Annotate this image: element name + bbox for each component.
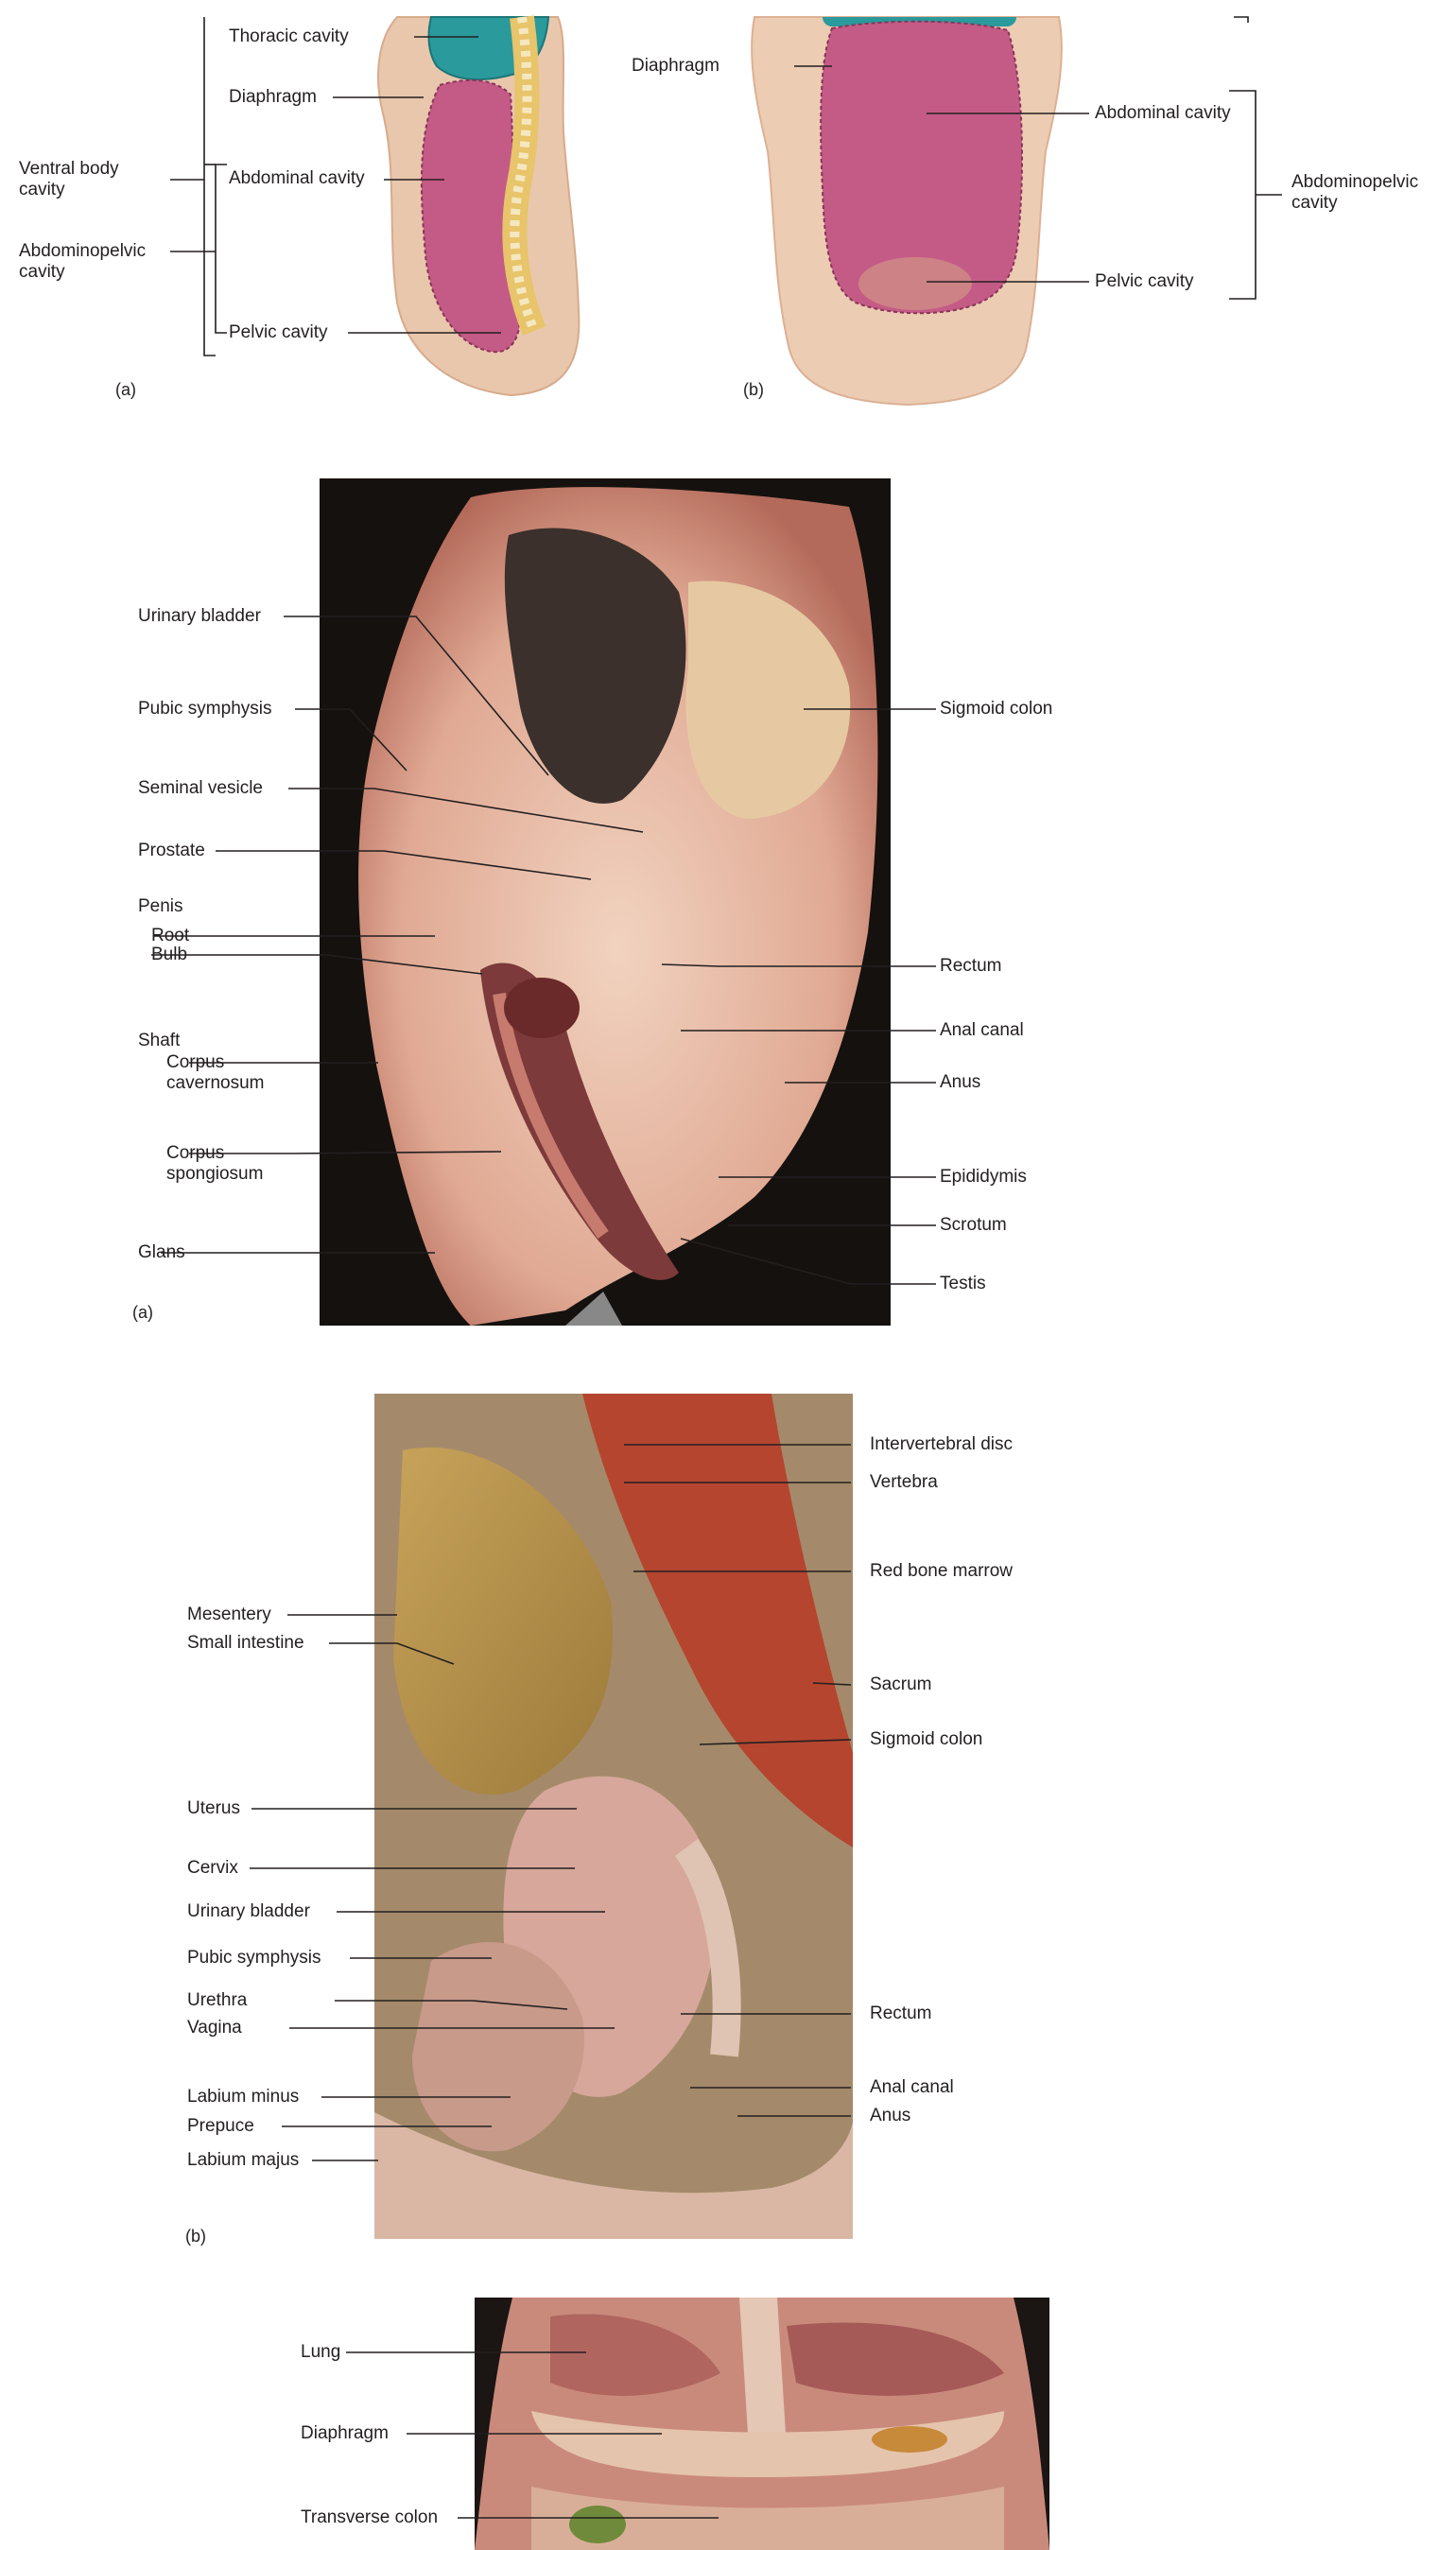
label-vagina: Vagina (187, 2018, 242, 2038)
label-pelvic-cavity-a: Pelvic cavity (229, 322, 328, 342)
label-ventral-body-cavity: Ventral body cavity (19, 159, 119, 199)
male-pelvis-illustration (320, 478, 891, 1326)
label-urinary-bladder-m: Urinary bladder (138, 606, 261, 626)
label-root: Root (151, 926, 190, 945)
label-labium-majus: Labium majus (187, 2150, 300, 2170)
label-urethra: Urethra (187, 1990, 248, 2010)
female-pelvis-photo (374, 1394, 853, 2239)
male-pelvis-photo (320, 478, 891, 1326)
label-rectum-m: Rectum (940, 956, 1002, 976)
label-vertebra: Vertebra (870, 1472, 938, 1492)
label-diaphragm-a: Diaphragm (229, 87, 317, 107)
panel-label-2a: (a) (132, 1303, 153, 1322)
label-corpus-spongiosum: Corpus spongiosum (166, 1143, 264, 1184)
label-testis: Testis (940, 1274, 986, 1293)
label-thoracic-cavity: Thoracic cavity (229, 26, 349, 46)
label-labium-minus: Labium minus (187, 2087, 300, 2107)
label-anal-canal-f: Anal canal (870, 2077, 954, 2097)
label-pubic-symphysis-m: Pubic symphysis (138, 699, 272, 719)
panel-label-1b: (b) (743, 380, 764, 399)
thorax-abdomen-illustration (475, 2298, 1049, 2550)
label-bulb: Bulb (151, 945, 188, 964)
label-mesentery: Mesentery (187, 1605, 271, 1624)
panel-label-3b: (b) (185, 2227, 206, 2246)
label-abdominal-cavity-a: Abdominal cavity (229, 168, 365, 188)
label-pubic-symphysis-f: Pubic symphysis (187, 1948, 321, 1968)
label-uterus: Uterus (187, 1798, 240, 1818)
label-lung: Lung (301, 2342, 341, 2362)
label-anus-f: Anus (870, 2106, 911, 2125)
label-red-bone-marrow: Red bone marrow (870, 1561, 1014, 1581)
label-corpus-cavernosum: Corpus cavernosum (166, 1052, 265, 1093)
label-abdominopelvic-cavity-b: Abdominopelvic cavity (1291, 172, 1419, 213)
label-abdominopelvic-cavity-a: Abdominopelvic cavity (19, 241, 147, 282)
label-rectum-f: Rectum (870, 2004, 932, 2023)
label-small-intestine: Small intestine (187, 1633, 304, 1653)
label-glans: Glans (138, 1242, 185, 1262)
label-sigmoid-colon-m: Sigmoid colon (940, 699, 1053, 719)
label-transverse-colon: Transverse colon (301, 2507, 439, 2527)
label-intervertebral-disc: Intervertebral disc (870, 1434, 1014, 1454)
label-diaphragm-4: Diaphragm (301, 2423, 389, 2443)
label-sigmoid-colon-f: Sigmoid colon (870, 1729, 983, 1749)
anterior-pelvic-cavity (858, 257, 972, 310)
label-epididymis: Epididymis (940, 1167, 1027, 1187)
label-pelvic-cavity-b: Pelvic cavity (1095, 271, 1194, 291)
label-sacrum: Sacrum (870, 1674, 932, 1694)
figure-1-art (0, 0, 1456, 416)
label-abdominal-cavity-b: Abdominal cavity (1095, 103, 1231, 123)
female-pelvis-illustration (374, 1394, 853, 2239)
label-anus-m: Anus (940, 1072, 981, 1092)
label-seminal-vesicle: Seminal vesicle (138, 778, 263, 798)
label-anal-canal-m: Anal canal (940, 1020, 1024, 1040)
label-prostate: Prostate (138, 841, 205, 860)
label-diaphragm-b: Diaphragm (632, 56, 719, 76)
panel-label-1a: (a) (115, 380, 136, 399)
label-cervix: Cervix (187, 1858, 238, 1878)
thorax-abdomen-photo (475, 2298, 1049, 2550)
label-urinary-bladder-f: Urinary bladder (187, 1901, 310, 1921)
label-penis: Penis (138, 896, 183, 916)
label-scrotum: Scrotum (940, 1215, 1007, 1235)
label-shaft: Shaft (138, 1031, 181, 1050)
label-prepuce: Prepuce (187, 2116, 254, 2136)
